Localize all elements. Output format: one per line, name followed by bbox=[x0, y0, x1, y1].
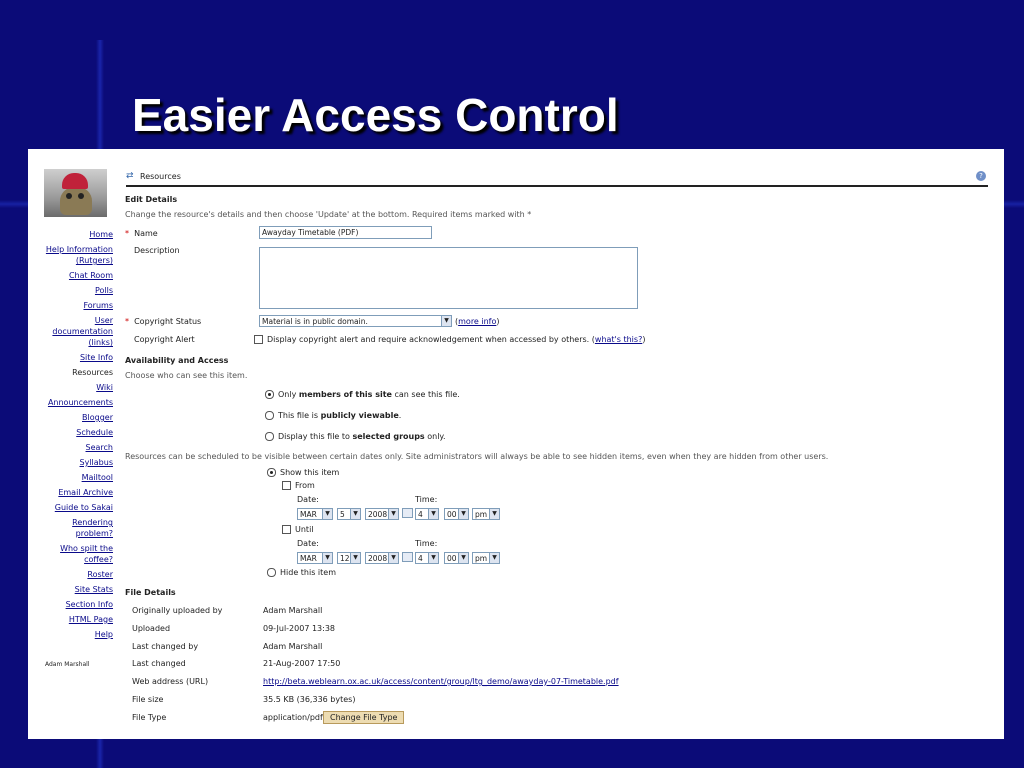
nav-item-wiki[interactable]: Wiki bbox=[96, 383, 113, 392]
nav-item-chat-room[interactable]: Chat Room bbox=[68, 271, 113, 280]
nav-item-html-page[interactable]: HTML Page bbox=[68, 615, 113, 624]
until-checkbox[interactable] bbox=[282, 525, 291, 534]
from-month-select[interactable]: MAR ▼ bbox=[297, 508, 333, 520]
chevron-down-icon: ▼ bbox=[350, 509, 360, 519]
until-time-label: Time: bbox=[415, 539, 438, 548]
hide-item-option[interactable]: Hide this item bbox=[267, 568, 336, 577]
changed-by-label: Last changed by bbox=[132, 642, 199, 651]
availability-heading: Availability and Access bbox=[125, 356, 229, 365]
file-details-heading: File Details bbox=[125, 588, 176, 597]
radio-groups[interactable] bbox=[265, 432, 274, 441]
size-label: File size bbox=[132, 695, 164, 704]
copyright-alert-row: Display copyright alert and require acknowledgement when accessed by others. (what's this?) bbox=[254, 335, 645, 344]
chevron-down-icon: ▼ bbox=[350, 553, 360, 563]
chevron-down-icon: ▼ bbox=[458, 553, 468, 563]
nav-item-forums[interactable]: Forums bbox=[83, 301, 113, 310]
nav-item-schedule[interactable]: Schedule bbox=[76, 428, 113, 437]
chevron-down-icon: ▼ bbox=[388, 553, 398, 563]
until-hour-select[interactable]: 4 ▼ bbox=[415, 552, 439, 564]
nav-item-roster[interactable]: Roster bbox=[87, 570, 113, 579]
nav-item-site-stats[interactable]: Site Stats bbox=[74, 585, 113, 594]
size-value: 35.5 KB (36,336 bytes) bbox=[263, 695, 356, 704]
until-date-label: Date: bbox=[297, 539, 319, 548]
radio-show-item[interactable] bbox=[267, 468, 276, 477]
whats-this-link[interactable]: what's this? bbox=[594, 335, 643, 344]
nav-item-blogger[interactable]: Blogger bbox=[82, 413, 113, 422]
chevron-down-icon: ▼ bbox=[322, 553, 332, 563]
slide-title: Easier Access Control bbox=[132, 89, 619, 141]
name-label: * Name bbox=[125, 229, 158, 238]
nav-item-email-archive[interactable]: Email Archive bbox=[58, 488, 113, 497]
changed-label: Last changed bbox=[132, 659, 186, 668]
radio-members[interactable] bbox=[265, 390, 274, 399]
access-option-members[interactable]: Only members of this site can see this file. bbox=[265, 390, 460, 399]
schedule-note: Resources can be scheduled to be visible between certain dates only. Site administrators will always be able to see hidden items, even when they are hidden from other users. bbox=[125, 452, 829, 461]
nav-item-announcements[interactable]: Announcements bbox=[47, 398, 113, 407]
nav-item-help-information-rutgers[interactable]: Help Information (Rutgers) bbox=[45, 245, 113, 265]
url-label: Web address (URL) bbox=[132, 677, 209, 686]
access-option-groups[interactable]: Display this file to selected groups only. bbox=[265, 432, 446, 441]
uploaded-by-value: Adam Marshall bbox=[263, 606, 323, 615]
uploaded-label: Uploaded bbox=[132, 624, 171, 633]
change-file-type-button[interactable]: Change File Type bbox=[323, 711, 404, 724]
chevron-down-icon: ▼ bbox=[388, 509, 398, 519]
chevron-down-icon: ▼ bbox=[322, 509, 332, 519]
until-ampm-select[interactable]: pm ▼ bbox=[472, 552, 500, 564]
description-textarea[interactable] bbox=[259, 247, 638, 309]
chevron-down-icon: ▼ bbox=[489, 509, 499, 519]
nav-item-user-documentation-links[interactable]: User documentation (links) bbox=[52, 316, 113, 347]
until-month-select[interactable]: MAR ▼ bbox=[297, 552, 333, 564]
radio-public[interactable] bbox=[265, 411, 274, 420]
from-hour-select[interactable]: 4 ▼ bbox=[415, 508, 439, 520]
uploaded-by-label: Originally uploaded by bbox=[132, 606, 223, 615]
site-navigation bbox=[38, 229, 113, 644]
from-option[interactable]: From bbox=[282, 481, 315, 490]
site-avatar-image bbox=[44, 169, 107, 217]
edit-instructions: Change the resource's details and then choose 'Update' at the bottom. Required items marked with * bbox=[125, 210, 532, 219]
chevron-down-icon: ▼ bbox=[441, 316, 451, 326]
edit-details-heading: Edit Details bbox=[125, 195, 178, 204]
chevron-down-icon: ▼ bbox=[428, 509, 438, 519]
description-label: Description bbox=[134, 246, 180, 255]
chevron-down-icon: ▼ bbox=[489, 553, 499, 563]
from-ampm-select[interactable]: pm ▼ bbox=[472, 508, 500, 520]
uploaded-value: 09-Jul-2007 13:38 bbox=[263, 624, 336, 633]
nav-item-search[interactable]: Search bbox=[85, 443, 113, 452]
access-option-public[interactable]: This file is publicly viewable. bbox=[265, 411, 401, 420]
until-minute-select[interactable]: 00 ▼ bbox=[444, 552, 469, 564]
copyright-alert-checkbox[interactable] bbox=[254, 335, 263, 344]
availability-subheading: Choose who can see this item. bbox=[125, 371, 248, 380]
show-item-option[interactable]: Show this item bbox=[267, 468, 339, 477]
nav-item-rendering-problem[interactable]: Rendering problem? bbox=[72, 518, 113, 538]
from-minute-select[interactable]: 00 ▼ bbox=[444, 508, 469, 520]
from-checkbox[interactable] bbox=[282, 481, 291, 490]
until-year-select[interactable]: 2008 ▼ bbox=[365, 552, 399, 564]
nav-item-home[interactable]: Home bbox=[89, 230, 113, 239]
type-value: application/pdf bbox=[263, 713, 323, 722]
calendar-icon[interactable] bbox=[402, 508, 413, 518]
chevron-down-icon: ▼ bbox=[428, 553, 438, 563]
from-time-label: Time: bbox=[415, 495, 438, 504]
nav-item-syllabus[interactable]: Syllabus bbox=[79, 458, 113, 467]
screenshot-panel bbox=[28, 149, 1004, 739]
tool-title: Resources bbox=[140, 172, 181, 181]
changed-value: 21-Aug-2007 17:50 bbox=[263, 659, 341, 668]
nav-item-polls[interactable]: Polls bbox=[94, 286, 113, 295]
refresh-icon[interactable]: ⇄ bbox=[126, 171, 134, 181]
nav-item-resources[interactable]: Resources bbox=[72, 368, 113, 377]
nav-item-site-info[interactable]: Site Info bbox=[79, 353, 113, 362]
copyright-alert-text: Display copyright alert and require acknowledgement when accessed by others. bbox=[267, 335, 590, 344]
copyright-status-label: * Copyright Status bbox=[125, 317, 202, 326]
tool-header bbox=[126, 171, 988, 187]
until-option[interactable]: Until bbox=[282, 525, 314, 534]
nav-item-guide-to-sakai[interactable]: Guide to Sakai bbox=[54, 503, 113, 512]
name-input[interactable]: Awayday Timetable (PDF) bbox=[259, 226, 432, 239]
copyright-alert-label: Copyright Alert bbox=[134, 335, 195, 344]
copyright-status-select[interactable]: Material is in public domain. ▼ bbox=[259, 315, 452, 327]
nav-item-mailtool[interactable]: Mailtool bbox=[81, 473, 113, 482]
more-info: (more info) bbox=[455, 317, 500, 326]
from-date-label: Date: bbox=[297, 495, 319, 504]
nav-item-section-info[interactable]: Section Info bbox=[65, 600, 113, 609]
calendar-icon[interactable] bbox=[402, 552, 413, 562]
from-year-select[interactable]: 2008 ▼ bbox=[365, 508, 399, 520]
from-day-select[interactable]: 5 ▼ bbox=[337, 508, 361, 520]
chevron-down-icon: ▼ bbox=[458, 509, 468, 519]
nav-item-help[interactable]: Help bbox=[94, 630, 113, 639]
changed-by-value: Adam Marshall bbox=[263, 642, 323, 651]
type-label: File Type bbox=[132, 713, 167, 722]
help-icon[interactable]: ? bbox=[976, 171, 986, 181]
until-day-select[interactable]: 12 ▼ bbox=[337, 552, 361, 564]
more-info-link[interactable]: more info bbox=[458, 317, 497, 326]
user-name: Adam Marshall bbox=[45, 661, 90, 668]
url-link[interactable]: http://beta.weblearn.ox.ac.uk/access/content/group/ltg_demo/awayday-07-Timetable.pdf bbox=[263, 677, 619, 686]
nav-item-who-spilt-the-coffee[interactable]: Who spilt the coffee? bbox=[60, 544, 113, 564]
radio-hide-item[interactable] bbox=[267, 568, 276, 577]
